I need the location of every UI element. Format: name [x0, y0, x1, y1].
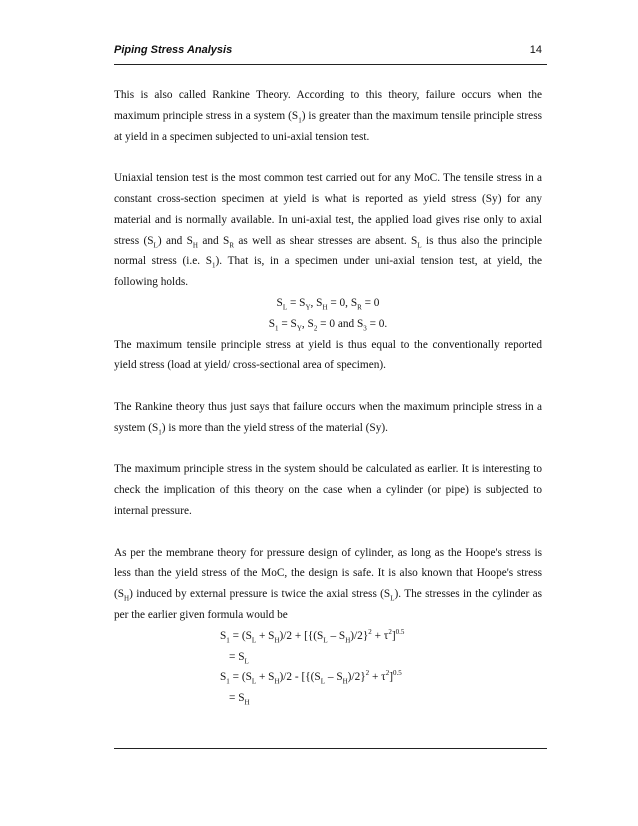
text: = S — [287, 296, 306, 309]
text: S — [220, 671, 227, 684]
superscript: 2 — [365, 669, 370, 678]
text: – S — [327, 629, 346, 642]
subscript: H — [244, 698, 250, 707]
text: ) induced by external pressure is twice the axial stress (S — [129, 588, 391, 601]
equation-stress-components — [114, 293, 542, 314]
subscript: Y — [305, 303, 311, 312]
footer-rule — [114, 748, 547, 749]
text: , S — [310, 296, 323, 309]
subscript: L — [244, 656, 249, 665]
formula-s1-max — [114, 626, 542, 647]
subscript: H — [274, 677, 280, 686]
paragraph-rankine-summary — [114, 397, 542, 439]
text: )/2} — [347, 671, 366, 684]
text: + τ — [369, 671, 386, 684]
text: = 0 — [361, 296, 380, 309]
text: = (S — [229, 671, 252, 684]
text: ) is greater than the maximum tensile principle stress at yield in a specimen subjected to uni-axial tension test. — [114, 109, 542, 143]
text: = 0 and S — [317, 317, 364, 330]
paragraph-uniaxial-test — [114, 168, 542, 293]
subscript: L — [323, 635, 328, 644]
text: = 0. — [366, 317, 388, 330]
subscript: R — [357, 303, 362, 312]
subscript: R — [229, 240, 234, 249]
subscript: 1 — [212, 261, 216, 270]
text: As per the membrane theory for pressure design of cylinder, as long as the Hoope's stress is less than the yield stress of the MoC, the design is safe. It is also known that Hoope's stress (S — [114, 546, 542, 601]
text: is thus also the principle normal stress (i.e. S — [114, 234, 542, 268]
subscript: 1 — [158, 428, 162, 436]
text: S — [220, 629, 227, 642]
text: ) is more than the yield stress of the material (Sy). — [161, 421, 388, 434]
text: ] — [389, 671, 393, 684]
page-number: 14 — [529, 44, 542, 56]
text: = S — [278, 317, 297, 330]
text: + τ — [371, 629, 389, 642]
page-header — [114, 44, 542, 56]
superscript: 0.5 — [392, 669, 402, 678]
formula-s1-min — [114, 667, 542, 688]
text: ). That is, in a specimen under uni-axial tension test, at yield, the following holds. — [114, 255, 542, 289]
subscript: 1 — [275, 324, 279, 333]
subscript: H — [124, 594, 130, 603]
text: and S — [197, 234, 230, 247]
paragraph-tensile-yield: The maximum tensile principle stress at yield is thus equal to the conventionally reported yield stress (load at yield/ cross-sectional area of specimen). — [114, 338, 542, 372]
superscript: 2 — [388, 627, 392, 636]
superscript: 2 — [368, 627, 372, 636]
page-body — [114, 85, 542, 709]
text: S — [276, 296, 283, 309]
subscript: H — [322, 303, 328, 312]
text: = S — [229, 650, 245, 663]
subscript: L — [251, 635, 257, 644]
text: Uniaxial tension test is the most common test carried out for any MoC. The tensile stress in a constant cross-section specimen at yield is what is reported as yield stress (Sy) for any material and is normally available. In uni-axial test, the applied load gives rise only to axial stress (S — [114, 172, 542, 247]
subscript: 1 — [226, 677, 230, 686]
superscript: 0.5 — [395, 627, 405, 636]
text: This is also called Rankine Theory. According to this theory, failure occurs when the maximum principle stress in a system (S — [114, 89, 542, 122]
text: S — [268, 317, 276, 330]
subscript: H — [274, 635, 280, 644]
subscript: L — [417, 240, 422, 249]
text: as well as shear stresses are absent. S — [234, 234, 418, 247]
text: )/2 + [{(S — [279, 629, 324, 642]
formula-s1-equals-sh — [114, 688, 542, 709]
subscript: 2 — [313, 324, 318, 333]
text: The Rankine theory thus just says that failure occurs when the maximum principle stress in a system (S — [114, 400, 542, 434]
text: ). The stresses in the cylinder as per the earlier given formula would be — [114, 588, 543, 621]
subscript: L — [320, 677, 326, 686]
text: + S — [256, 671, 275, 684]
text: + S — [256, 629, 275, 642]
subscript: Y — [296, 324, 302, 333]
subscript: L — [390, 594, 395, 603]
subscript: H — [342, 677, 348, 686]
subscript: 1 — [298, 116, 302, 125]
text: = 0, S — [327, 296, 358, 309]
subscript: H — [345, 635, 351, 644]
header-title: Piping Stress Analysis — [114, 44, 233, 56]
paragraph-membrane-theory — [114, 543, 542, 626]
text: )/2 - [{(S — [279, 671, 321, 684]
equation-principal-stresses — [114, 314, 542, 335]
subscript: 1 — [226, 635, 230, 644]
subscript: H — [192, 240, 198, 249]
text: , S — [301, 317, 314, 330]
subscript: L — [153, 240, 158, 249]
text: – S — [325, 671, 343, 684]
text: )/2} — [350, 629, 369, 642]
text: = S — [229, 692, 245, 705]
paragraph-calculation: The maximum principle stress in the system should be calculated as earlier. It is interesting to check the implication of this theory on the case when a cylinder (or pipe) is subjected to internal pressure. — [114, 463, 542, 517]
text: ] — [391, 629, 396, 642]
paragraph-rankine-intro — [114, 85, 542, 147]
subscript: L — [251, 677, 257, 686]
superscript: 2 — [385, 669, 390, 678]
formula-s1-equals-sl — [114, 647, 542, 668]
header-rule — [114, 64, 547, 65]
subscript: 3 — [363, 324, 367, 333]
subscript: L — [282, 303, 288, 312]
text: = (S — [229, 629, 252, 642]
text: ) and S — [157, 234, 193, 247]
